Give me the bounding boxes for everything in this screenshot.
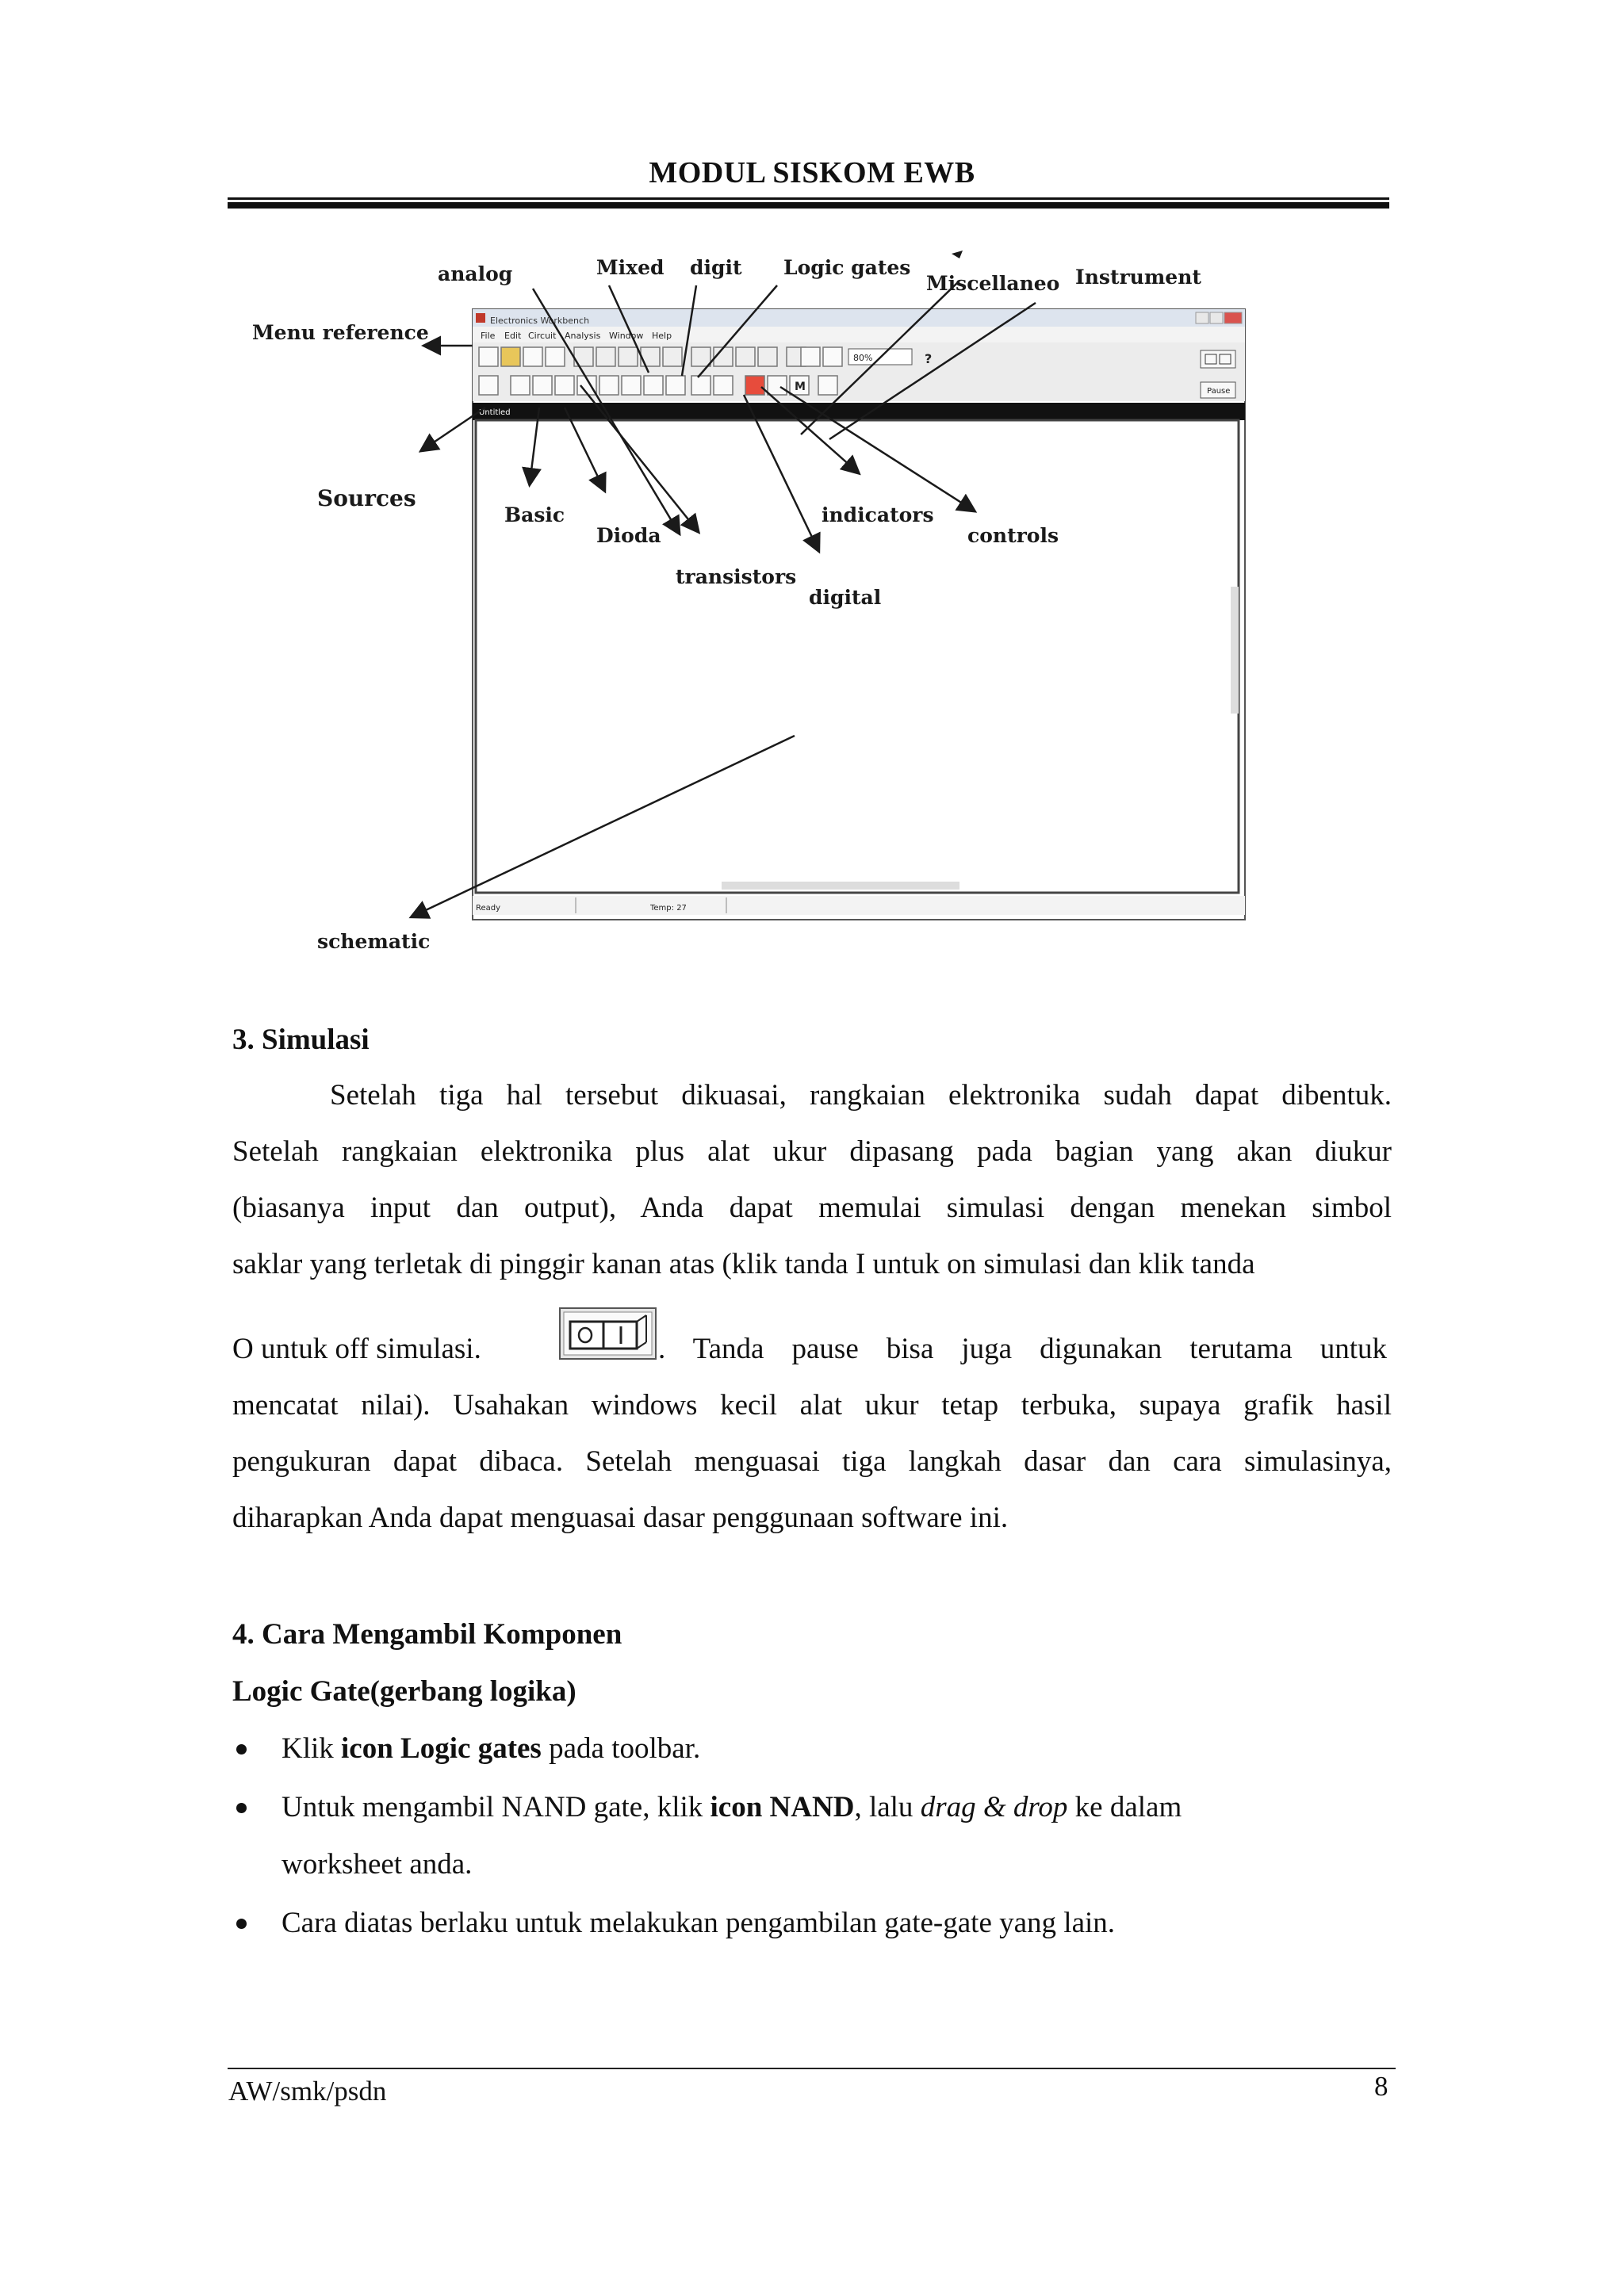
label-indicators: indicators [822,503,934,526]
status-ready: Ready [476,904,501,913]
section-3-line-3: (biasanya input dan output), Anda dapat memulai simulasi dengan menekan simbol [232,1192,1392,1224]
menu-file[interactable]: File [481,331,496,341]
horizontal-scrollbar[interactable] [722,882,959,890]
stray-arrowhead [952,251,963,258]
svg-text:M: M [795,381,806,393]
section-4-heading: 4. Cara Mengambil Komponen [232,1618,622,1651]
section-3-line-1: Setelah tiga hal tersebut dikuasai, rangkaian elektronika sudah dapat dibentuk. [330,1079,1392,1112]
section-3-line-7: pengukuran dapat dibaca. Setelah menguasai tiga langkah dasar dan cara simulasinya, [232,1445,1392,1478]
label-schematic: schematic [317,930,431,953]
section-3-line-8: diharapkan Anda dapat menguasai dasar penggunaan software ini. [232,1502,1009,1534]
section-3-heading: 3. Simulasi [232,1024,370,1056]
bullet-dot [236,1919,247,1929]
menu-edit[interactable]: Edit [504,331,522,341]
label-logic-gates: Logic gates [783,256,911,279]
section-3-line-5b: . Tanda pause bisa juga digunakan terutama untuk [658,1333,1387,1365]
section-3-line-5a: O untuk off simulasi. [232,1333,481,1365]
schematic-workspace[interactable] [476,420,1239,893]
label-dioda: Dioda [596,524,661,547]
page-header-title: MODUL SISKOM EWB [649,156,975,189]
status-temp: Temp: 27 [650,904,687,913]
menu-circuit[interactable]: Circuit [528,331,557,341]
pause-label: Pause [1207,387,1231,396]
menu-window[interactable]: Window [609,331,644,341]
vertical-scrollbar[interactable] [1231,587,1239,714]
bullet-item-3: Cara diatas berlaku untuk melakukan pengambilan gate-gate yang lain. [282,1907,1116,1939]
bullet-item-2-continuation: worksheet anda. [282,1848,473,1881]
simulation-switch-icon [559,1307,657,1360]
minimize-button[interactable] [1196,312,1208,323]
label-analog: analog [438,262,513,285]
label-digit: digit [690,256,742,279]
footer-rule [228,2068,1396,2069]
menu-analysis[interactable]: Analysis [565,331,601,341]
section-3-line-4: saklar yang terletak di pinggir kanan atas (klik tanda I untuk on simulasi dan klik tanda [232,1248,1255,1280]
label-controls: controls [967,524,1059,547]
label-miscellaneo: Miscellaneo [926,272,1060,295]
bullet-dot [236,1744,247,1755]
page-number: 8 [1374,2071,1388,2102]
help-icon[interactable]: ? [925,351,933,366]
power-switch-icon[interactable] [1201,350,1235,368]
bullet-dot [236,1803,247,1813]
section-3-line-6: mencatat nilai). Usahakan windows kecil alat ukur tetap terbuka, supaya grafik hasil [232,1389,1392,1422]
parts-bin-buttons [479,376,837,395]
label-mixed: Mixed [596,256,665,279]
ewb-window-figure [0,0,1624,983]
label-digital: digital [809,586,882,609]
maximize-button[interactable] [1210,312,1223,323]
bullet-item-2: Untuk mengambil NAND gate, klik icon NAND, lalu drag & drop ke dalam [282,1791,1182,1823]
bullet-item-1: Klik icon Logic gates pada toolbar. [282,1732,701,1765]
close-button[interactable] [1224,312,1242,323]
document-title: Untitled [479,408,511,417]
label-basic: Basic [504,503,565,526]
window-title: Electronics Workbench [490,316,590,326]
label-menu-reference: Menu reference [252,321,429,344]
label-transistors: transistors [676,565,797,588]
zoom-value: 80% [853,353,873,363]
menu-help[interactable]: Help [652,331,672,341]
label-sources: Sources [317,485,416,511]
label-instrument: Instrument [1075,266,1201,289]
app-icon [476,313,485,323]
document-titlebar [473,403,1245,420]
footer-left-text: AW/smk/psdn [228,2076,387,2107]
status-bar [473,896,1245,915]
section-3-line-2: Setelah rangkaian elektronika plus alat ukur dipasang pada bagian yang akan diukur [232,1135,1392,1168]
ewb-window [473,309,1245,920]
section-4-subheading: Logic Gate(gerbang logika) [232,1675,576,1708]
